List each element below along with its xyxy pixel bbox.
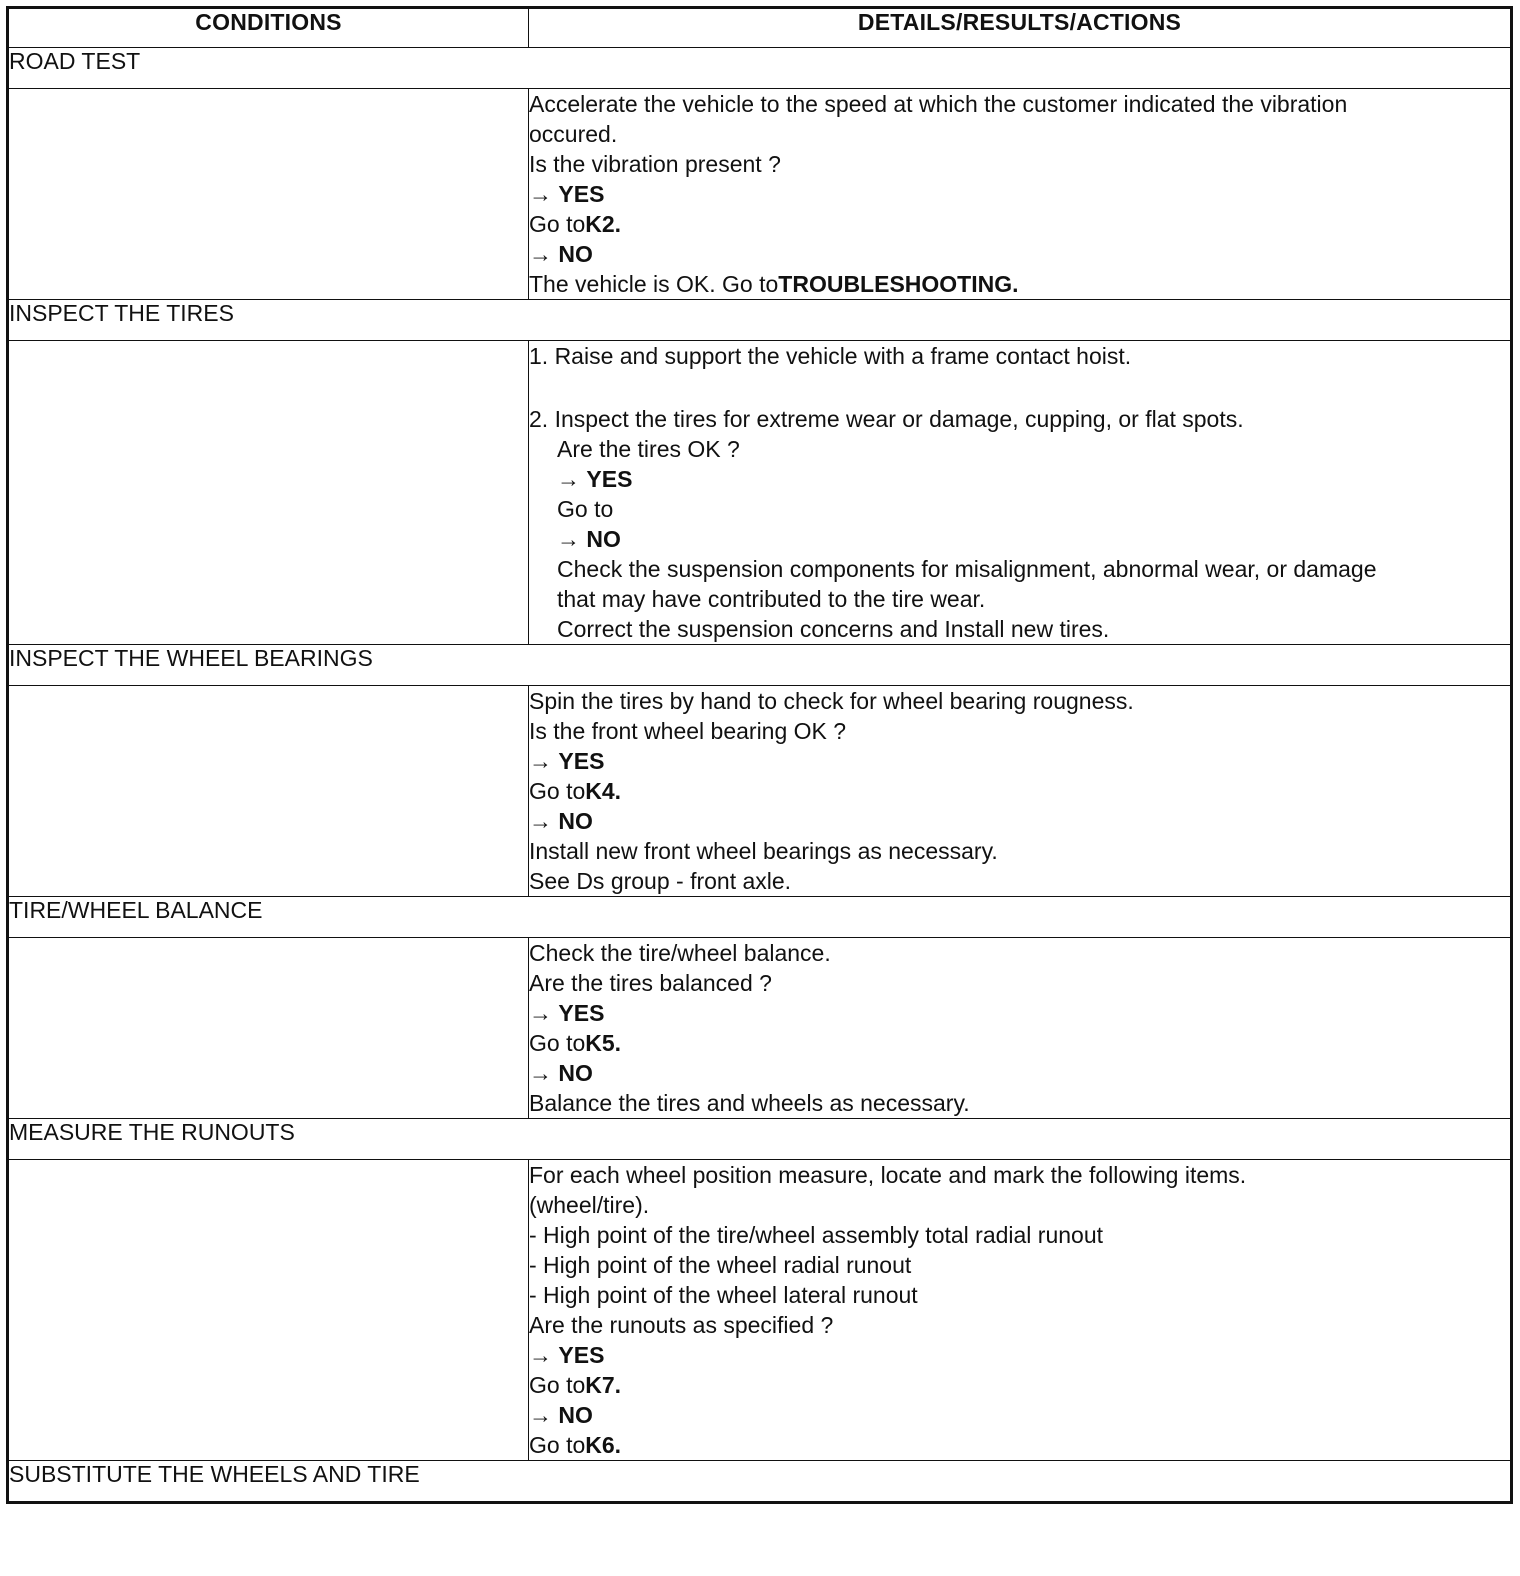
- section-title: TIRE/WHEEL BALANCE: [8, 897, 1512, 938]
- yes-action: [529, 1370, 1510, 1400]
- detail-line: Is the vibration present ?: [529, 151, 781, 177]
- yes-label: YES: [558, 748, 605, 774]
- yes-action: Go to: [557, 496, 614, 522]
- yes-branch: [529, 746, 1510, 776]
- no-branch: [529, 1400, 1510, 1430]
- detail-line: Check the tire/wheel balance.: [529, 940, 831, 966]
- detail-line: Spin the tires by hand to check for wheel bearing rougness.: [529, 688, 1134, 714]
- details-cell: [529, 1160, 1512, 1461]
- goto-ref: K4.: [585, 778, 622, 804]
- details-cell: [529, 341, 1512, 645]
- no-action: Correct the suspension concerns and Install new tires.: [557, 616, 1110, 642]
- spacer: [529, 371, 1510, 404]
- goto-ref: K5.: [585, 1030, 622, 1056]
- no-action: Check the suspension components for misalignment, abnormal wear, or damage: [557, 556, 1377, 582]
- arrow-icon: →: [529, 1342, 552, 1368]
- detail-line: occured.: [529, 121, 618, 147]
- arrow-icon: →: [557, 466, 580, 492]
- diagnostic-page: [6, 6, 1510, 1504]
- detail-line: - High point of the tire/wheel assembly total radial runout: [529, 1222, 1104, 1248]
- no-action: Install new front wheel bearings as necessary.: [529, 838, 998, 864]
- section-row-substitute: [8, 1461, 1512, 1503]
- goto-text: Go to: [529, 1372, 586, 1398]
- section-title: MEASURE THE RUNOUTS: [8, 1119, 1512, 1160]
- details-cell: [529, 89, 1512, 300]
- no-text: The vehicle is OK. Go to: [529, 271, 779, 297]
- step-1: 1. Raise and support the vehicle with a frame contact hoist.: [529, 343, 1132, 369]
- table-header-row: [8, 8, 1512, 48]
- no-branch: [557, 524, 1510, 554]
- arrow-icon: →: [529, 241, 552, 267]
- arrow-icon: →: [529, 748, 552, 774]
- arrow-icon: →: [529, 1402, 552, 1428]
- no-label: NO: [558, 1060, 593, 1086]
- yes-branch: [529, 179, 1510, 209]
- section-row-wheel-bearings: [8, 645, 1512, 686]
- goto-text: Go to: [529, 778, 586, 804]
- diagnostic-table: [6, 6, 1513, 1504]
- detail-line: - High point of the wheel lateral runout: [529, 1282, 918, 1308]
- yes-action: [529, 776, 1510, 806]
- step-2: 2. Inspect the tires for extreme wear or damage, cupping, or flat spots.: [529, 406, 1244, 432]
- yes-label: YES: [586, 466, 633, 492]
- no-branch: [529, 239, 1510, 269]
- goto-ref: TROUBLESHOOTING.: [778, 271, 1019, 297]
- no-action: that may have contributed to the tire wear.: [557, 586, 986, 612]
- goto-ref: K6.: [585, 1432, 622, 1458]
- arrow-icon: →: [529, 808, 552, 834]
- no-branch: [529, 806, 1510, 836]
- step-2-body: [529, 434, 1510, 644]
- section-row-inspect-tires: [8, 300, 1512, 341]
- no-action: [529, 269, 1510, 299]
- conditions-header: CONDITIONS: [8, 8, 529, 48]
- yes-branch: [529, 998, 1510, 1028]
- arrow-icon: →: [529, 181, 552, 207]
- goto-text: Go to: [529, 211, 586, 237]
- no-action: See Ds group - front axle.: [529, 868, 792, 894]
- detail-line: For each wheel position measure, locate and mark the following items.: [529, 1162, 1247, 1188]
- no-label: NO: [586, 526, 621, 552]
- yes-action: [529, 209, 1510, 239]
- no-branch: [529, 1058, 1510, 1088]
- detail-line: Accelerate the vehicle to the speed at which the customer indicated the vibration: [529, 91, 1348, 117]
- no-action: [529, 1430, 1510, 1460]
- detail-line: Are the runouts as specified ?: [529, 1312, 834, 1338]
- no-label: NO: [558, 808, 593, 834]
- detail-line: Are the tires balanced ?: [529, 970, 772, 996]
- conditions-cell: [8, 1160, 529, 1461]
- section-title: SUBSTITUTE THE WHEELS AND TIRE: [8, 1461, 1512, 1503]
- no-label: NO: [558, 241, 593, 267]
- conditions-cell: [8, 89, 529, 300]
- detail-row-wheel-bearings: [8, 686, 1512, 897]
- detail-line: (wheel/tire).: [529, 1192, 650, 1218]
- goto-text: Go to: [529, 1030, 586, 1056]
- section-row-road-test: [8, 48, 1512, 89]
- conditions-cell: [8, 686, 529, 897]
- detail-line: - High point of the wheel radial runout: [529, 1252, 912, 1278]
- arrow-icon: →: [529, 1000, 552, 1026]
- goto-ref: K7.: [585, 1372, 622, 1398]
- detail-row-road-test: [8, 89, 1512, 300]
- conditions-cell: [8, 938, 529, 1119]
- arrow-icon: →: [557, 526, 580, 552]
- yes-branch: [557, 464, 1510, 494]
- section-title: INSPECT THE TIRES: [8, 300, 1512, 341]
- detail-row-inspect-tires: [8, 341, 1512, 645]
- detail-line: Is the front wheel bearing OK ?: [529, 718, 847, 744]
- details-cell: [529, 938, 1512, 1119]
- conditions-cell: [8, 341, 529, 645]
- yes-branch: [529, 1340, 1510, 1370]
- section-title: INSPECT THE WHEEL BEARINGS: [8, 645, 1512, 686]
- goto-ref: K2.: [585, 211, 622, 237]
- detail-row-balance: [8, 938, 1512, 1119]
- section-row-balance: [8, 897, 1512, 938]
- yes-label: YES: [558, 181, 605, 207]
- no-action: Balance the tires and wheels as necessary.: [529, 1090, 970, 1116]
- arrow-icon: →: [529, 1060, 552, 1086]
- yes-label: YES: [558, 1000, 605, 1026]
- yes-action: [529, 1028, 1510, 1058]
- no-label: NO: [558, 1402, 593, 1428]
- details-cell: [529, 686, 1512, 897]
- section-title: ROAD TEST: [8, 48, 1512, 89]
- details-header: DETAILS/RESULTS/ACTIONS: [529, 8, 1512, 48]
- yes-label: YES: [558, 1342, 605, 1368]
- question: Are the tires OK ?: [557, 436, 740, 462]
- section-row-runouts: [8, 1119, 1512, 1160]
- detail-row-runouts: [8, 1160, 1512, 1461]
- goto-text: Go to: [529, 1432, 586, 1458]
